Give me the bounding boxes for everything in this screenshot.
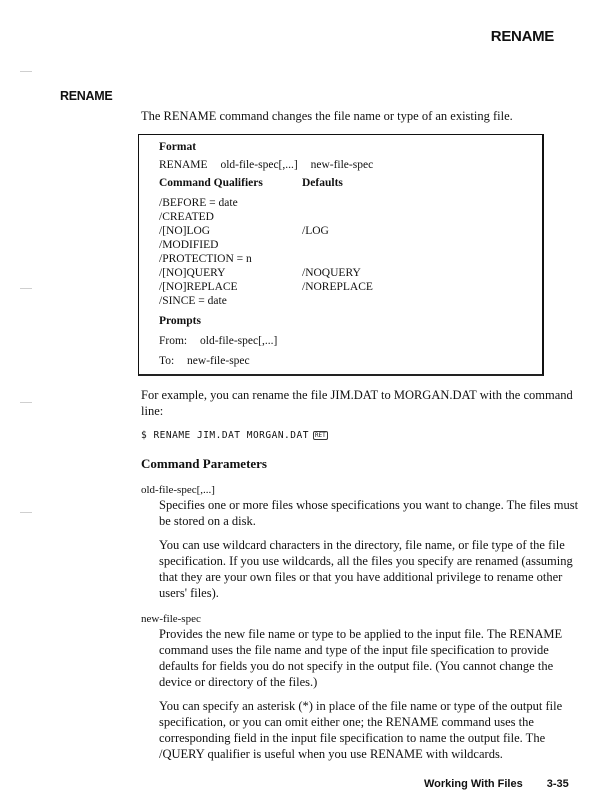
prompt-from-label: From: <box>159 335 188 347</box>
qualifier-name: /PROTECTION = n <box>159 253 252 265</box>
qualifier-default: /NOQUERY <box>302 267 361 279</box>
qualifier-default: /LOG <box>302 225 329 237</box>
example-text: For example, you can rename the file JIM.DAT to MORGAN.DAT with the command line: <box>141 388 573 418</box>
parameter-description: Provides the new file name or type to be applied to the input file. The RENAME command uses the file name and type of the input file specification to provide defaults for fields you do not specify in the output file. (You cannot change the device or directory of the files.) <box>159 627 563 689</box>
qualifier-name: /MODIFIED <box>159 239 219 251</box>
qualifier-default: /NOREPLACE <box>302 281 373 293</box>
parameter-name: new-file-spec <box>141 613 201 625</box>
format-param-old: old-file-spec[,...] <box>220 159 298 171</box>
qualifier-row <box>159 196 532 210</box>
qualifier-row <box>159 280 532 294</box>
prompt-to <box>159 354 532 368</box>
prompt-to-label: To: <box>159 355 175 367</box>
parameter-description: You can specify an asterisk (*) in place of the file name or type of the output file specification, or you can omit either one; the RENAME command uses the corresponding field in the input file specification to name the output file. The /QUERY qualifier is useful when you use RENAME with wildcards. <box>159 699 563 761</box>
prompts-heading: Prompts <box>159 315 201 327</box>
format-line <box>159 158 532 172</box>
main-content <box>138 108 582 762</box>
punch-hole-mark <box>20 512 32 513</box>
prompt-from-value: old-file-spec[,...] <box>200 335 278 347</box>
example-command-line <box>141 429 582 442</box>
prompt-to-value: new-file-spec <box>187 355 250 367</box>
parameter-name: old-file-spec[,...] <box>141 484 215 496</box>
qualifier-name: /[NO]LOG <box>159 225 211 237</box>
page-number: 3-35 <box>546 778 569 790</box>
return-key-icon: RET <box>314 432 326 439</box>
section-title: RENAME <box>60 89 113 103</box>
qualifier-name: /CREATED <box>159 211 214 223</box>
example-code: $ RENAME JIM.DAT MORGAN.DAT <box>141 430 309 441</box>
format-box <box>138 134 544 376</box>
qualifier-list <box>159 196 532 308</box>
qualifier-name: /[NO]REPLACE <box>159 281 238 293</box>
qualifiers-header-row <box>159 176 532 190</box>
page-footer <box>424 778 569 790</box>
punch-hole-mark <box>20 71 32 72</box>
punch-hole-mark <box>20 402 32 403</box>
parameter-description: You can use wildcard characters in the directory, file name, or file type of the file specification. If you use wildcards, all the files you specify are renamed (assuming that they are your own files or that you have additional privilege to rename other users' files). <box>159 538 573 600</box>
format-param-new: new-file-spec <box>310 159 374 171</box>
qualifier-row <box>159 266 532 280</box>
defaults-heading: Defaults <box>302 177 343 189</box>
qualifier-row <box>159 294 532 308</box>
parameters-heading: Command Parameters <box>141 456 267 471</box>
prompt-from <box>159 334 532 348</box>
qualifiers-heading: Command Qualifiers <box>159 177 263 189</box>
format-command: RENAME <box>159 159 208 171</box>
format-heading: Format <box>159 141 197 153</box>
qualifier-name: /SINCE = date <box>159 295 227 307</box>
qualifier-name: /BEFORE = date <box>159 197 238 209</box>
qualifier-row <box>159 224 532 238</box>
qualifier-row <box>159 210 532 224</box>
punch-hole-mark <box>20 288 32 289</box>
qualifier-row <box>159 252 532 266</box>
qualifier-row <box>159 238 532 252</box>
qualifier-name: /[NO]QUERY <box>159 267 226 279</box>
parameter-description: Specifies one or more files whose specifications you want to change. The files must be stored on a disk. <box>159 498 579 528</box>
footer-section: Working With Files <box>424 778 523 790</box>
running-head: RENAME <box>490 28 554 45</box>
intro-text: The RENAME command changes the file name or type of an existing file. <box>141 109 513 123</box>
